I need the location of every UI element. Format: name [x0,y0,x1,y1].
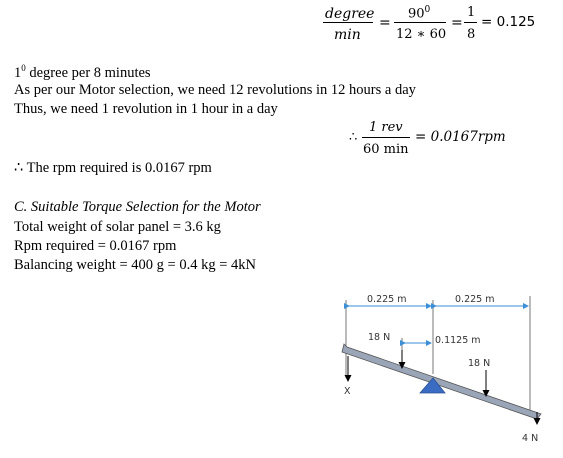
eq2-den-min: 60 min [363,142,409,157]
revolution-per-hour-line: Thus, we need 1 revolution in 1 hour in a day [14,101,278,117]
eq1-equals-a: = [379,15,391,31]
dim-right-label: 0.225 m [455,294,495,305]
eq1-den-min: min [334,27,361,43]
force-end-label: 4 N [522,433,539,444]
eq1-num-90: $90^0$ [408,5,431,22]
eq1-num-1: 1 [467,5,476,20]
dim-mid-label: 0.1125 m [435,335,481,346]
motor-selection-line: As per our Motor selection, we need 12 revolutions in 12 hours a day [14,82,416,98]
solar-panel-weight-line: Total weight of solar panel = 3.6 kg [14,219,221,235]
label-x: X [344,386,351,397]
force-left-label: 18 N [368,332,391,343]
eq1-den-12x60: 12 ∗ 60 [396,27,447,42]
eq2-result: = 0.0167rpm [415,129,506,145]
balancing-weight-line: Balancing weight = 400 g = 0.4 kg = 4kN [14,257,257,273]
rpm-required-item: Rpm required = 0.0167 rpm [14,238,177,254]
eq2-num-rev: 1 rev [369,120,403,135]
therefore-symbol: ∴ [349,130,358,145]
eq1-equals-b: = [451,15,463,31]
eq1-result: = 0.125 [481,14,536,30]
eq1-den-8: 8 [467,27,476,42]
rpm-required-line: ∴ The rpm required is 0.0167 rpm [14,160,212,176]
beam [342,344,541,419]
eq1-num-degree: degree [325,6,375,22]
dim-left-label: 0.225 m [367,294,407,305]
section-heading: C. Suitable Torque Selection for the Motor [14,199,261,215]
degree-per-minutes-line: $1^0$ degree per 8 minutes [14,63,151,81]
force-right-label: 18 N [468,358,491,369]
